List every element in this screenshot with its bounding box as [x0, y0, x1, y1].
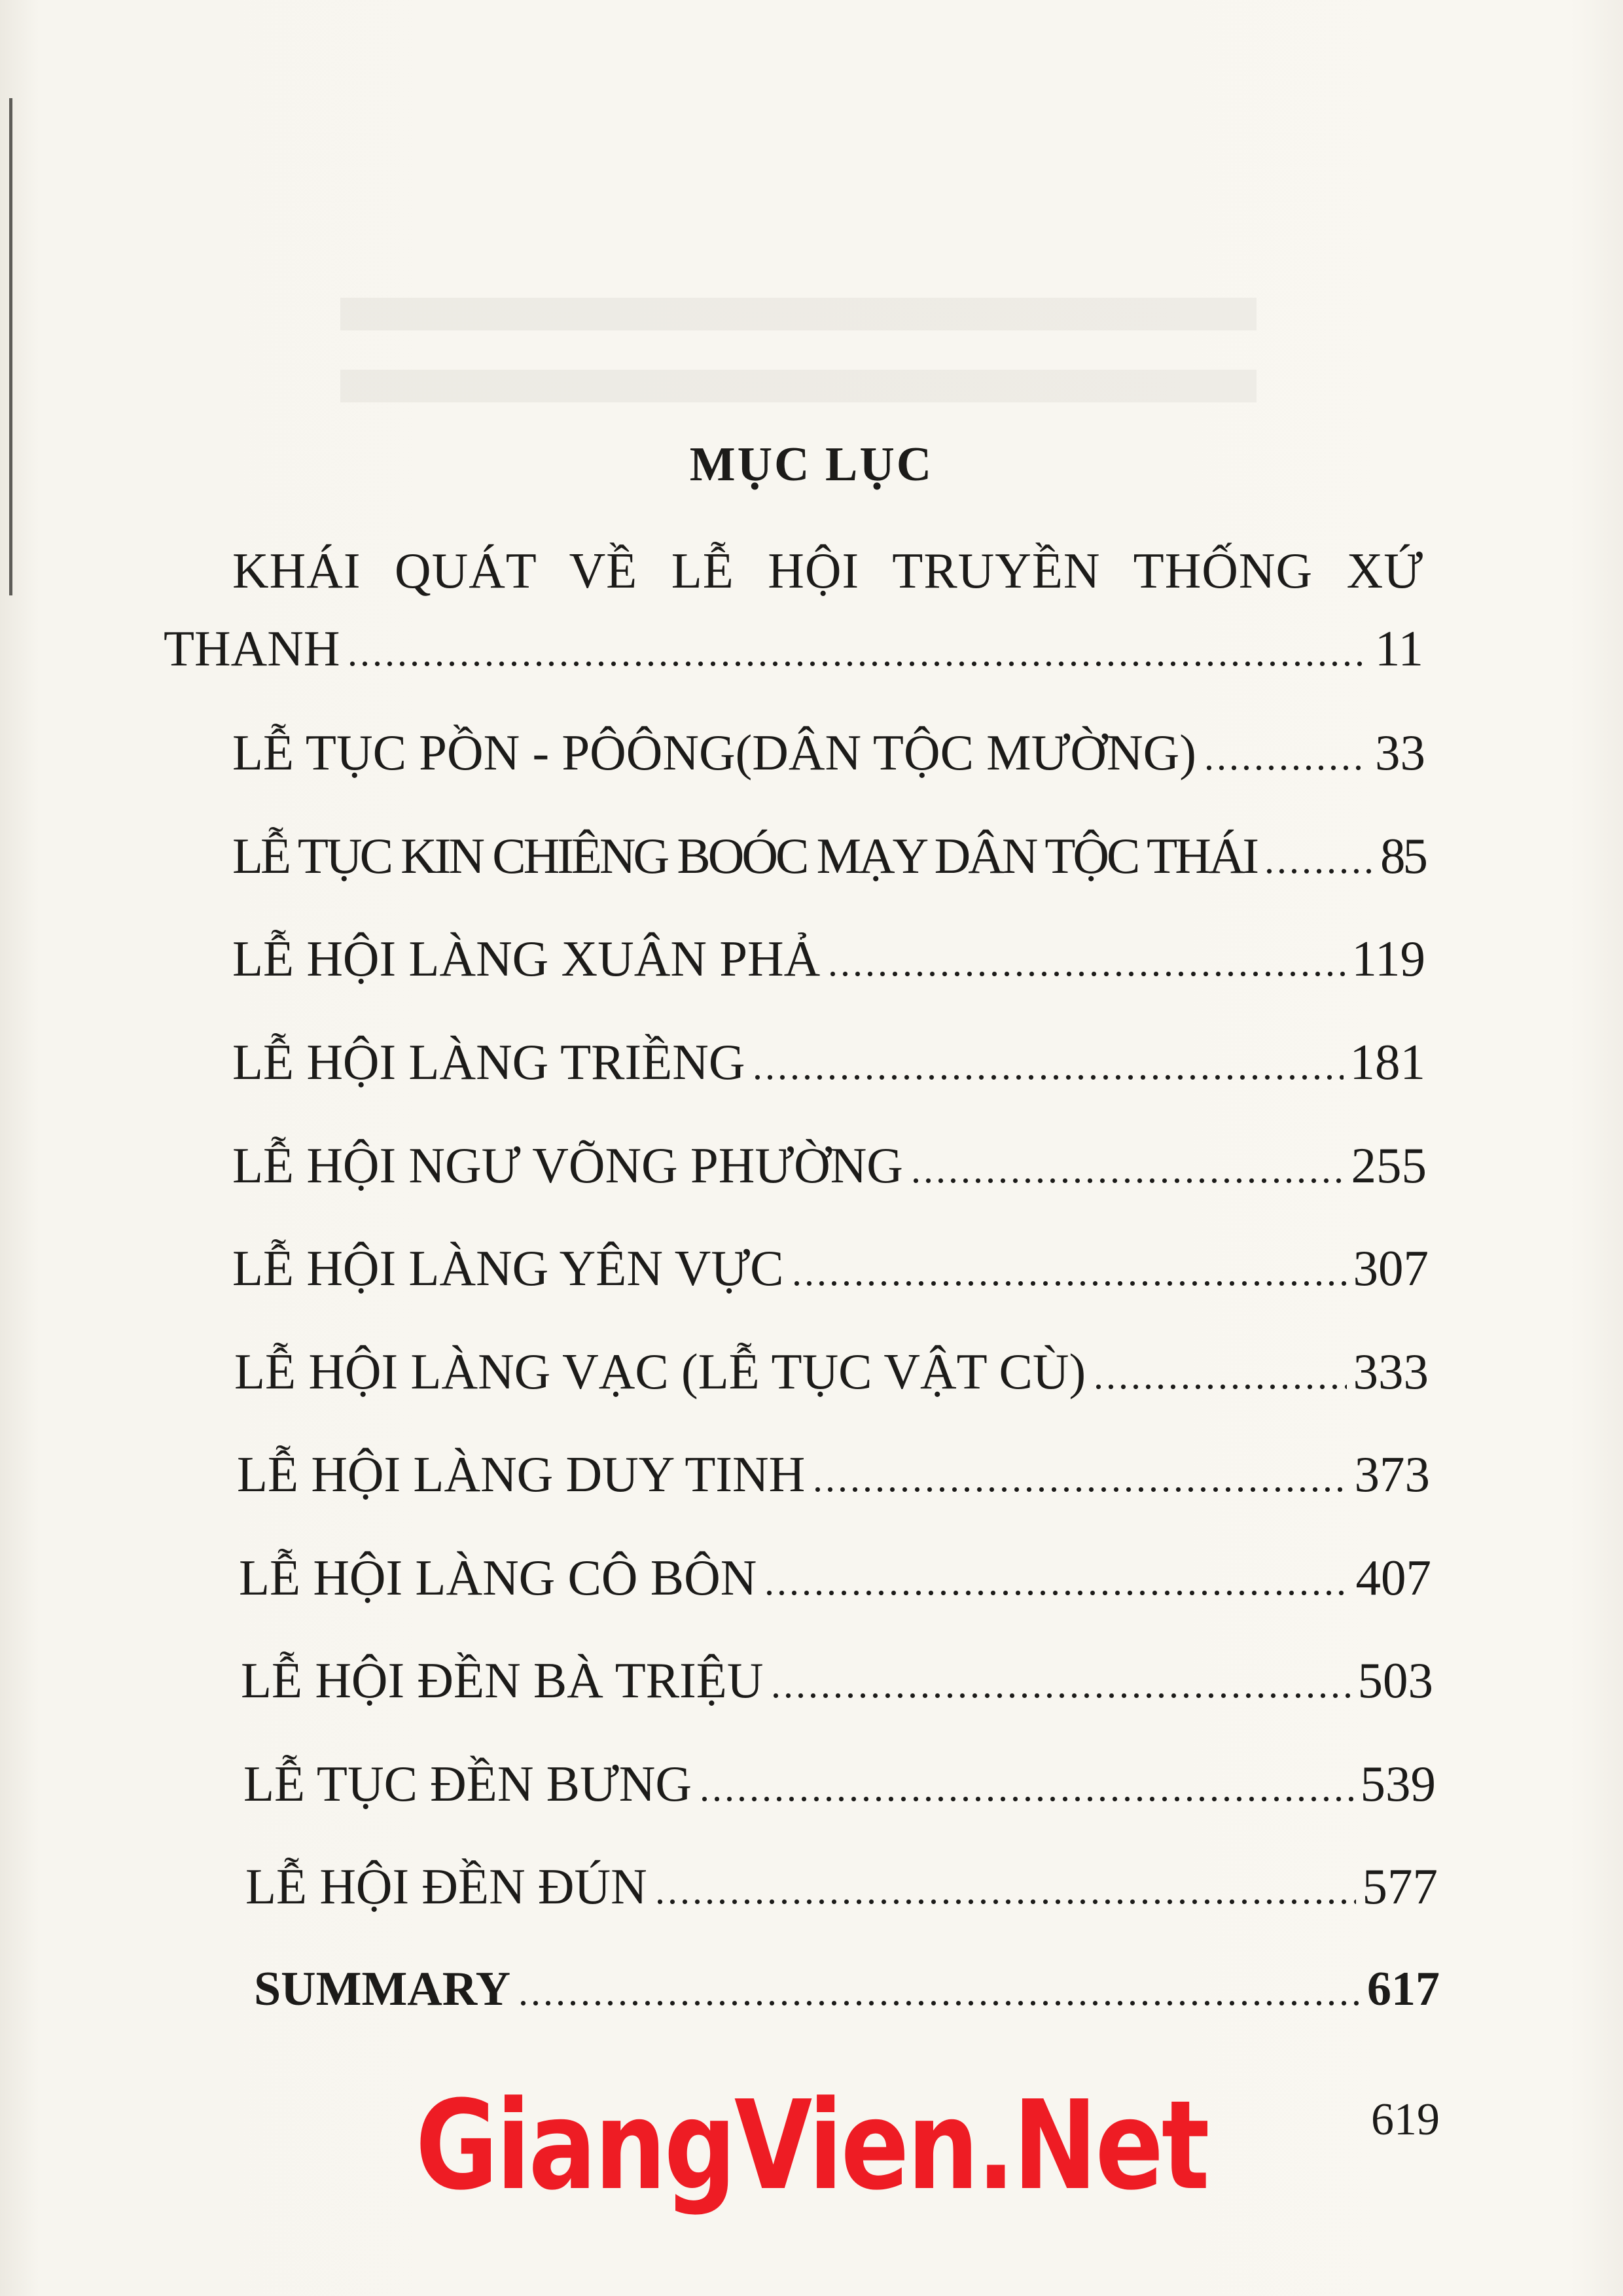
page-number: 619 — [1371, 2094, 1440, 2145]
page-title: MỤC LỤC — [689, 438, 934, 491]
toc-label: LỄ HỘI LÀNG YÊN VỰC — [232, 1240, 784, 1296]
toc-page-number: 307 — [1353, 1240, 1429, 1296]
toc-entry-14 — [254, 1962, 1440, 2016]
toc-page-number: 373 — [1354, 1446, 1430, 1502]
toc-entry-3 — [232, 828, 1425, 884]
toc-entry-12 — [243, 1756, 1436, 1812]
toc-page-number: 503 — [1357, 1652, 1433, 1708]
toc-entry-5 — [232, 1034, 1425, 1090]
binding-edge — [9, 98, 12, 595]
toc-label: LỄ TỤC KIN CHIÊNG BOÓC MẠY DÂN TỘC THÁI — [232, 828, 1257, 884]
watermark-logo: GiangVien.Net — [415, 2074, 1208, 2217]
dot-leader — [698, 1797, 1354, 1801]
dot-leader — [1263, 869, 1374, 874]
toc-label: LỄ HỘI LÀNG CÔ BÔN — [239, 1549, 757, 1606]
toc-entry-8 — [234, 1343, 1429, 1400]
dot-leader — [770, 1693, 1351, 1698]
toc-label: LỄ TỤC ĐỀN BƯNG — [243, 1756, 692, 1812]
toc-entry-4 — [232, 930, 1425, 987]
toc-page-number: 119 — [1351, 930, 1425, 987]
toc-label: LỄ HỘI LÀNG XUÂN PHẢ — [232, 930, 821, 987]
dot-leader — [812, 1487, 1347, 1492]
dot-leader — [517, 2001, 1361, 2005]
toc-label: LỄ HỘI LÀNG VẠC (LỄ TỤC VẬT CÙ) — [234, 1343, 1086, 1400]
toc-label: LỄ HỘI LÀNG TRIỀNG — [232, 1034, 745, 1090]
toc-entry-1-line-1: KHÁI QUÁT VỀ LỄ HỘI TRUYỀN THỐNG XỨ — [232, 542, 1423, 599]
dot-leader — [346, 662, 1368, 666]
toc-entry-13 — [245, 1858, 1438, 1915]
toc-page-number: 577 — [1362, 1858, 1438, 1915]
dot-leader — [751, 1075, 1343, 1080]
toc-page-number: 255 — [1351, 1137, 1427, 1193]
toc-page-number: 85 — [1380, 828, 1425, 884]
toc-label: SUMMARY — [254, 1962, 511, 2016]
toc-page-number: 333 — [1353, 1343, 1429, 1400]
dot-leader — [654, 1899, 1356, 1904]
dot-leader — [763, 1591, 1349, 1595]
toc-label: THANH — [164, 620, 340, 677]
toc-entry-1 — [164, 620, 1423, 677]
toc-entry-7 — [232, 1240, 1429, 1296]
toc-entry-11 — [241, 1652, 1433, 1708]
toc-entry-10 — [239, 1549, 1431, 1606]
dot-leader — [827, 972, 1345, 976]
toc-label: LỄ HỘI ĐỀN ĐÚN — [245, 1858, 647, 1915]
toc-label: LỄ HỘI LÀNG DUY TINH — [237, 1446, 806, 1502]
dot-leader — [791, 1281, 1347, 1286]
toc-page-number: 181 — [1349, 1034, 1425, 1090]
bleed-through — [340, 298, 1257, 442]
toc-label: LỄ TỤC PỒN - PÔÔNG(DÂN TỘC MƯỜNG) — [232, 724, 1196, 781]
toc-page-number: 539 — [1360, 1756, 1436, 1812]
dot-leader — [1092, 1385, 1346, 1389]
toc-page-number: 617 — [1367, 1962, 1440, 2016]
dot-leader — [1203, 766, 1368, 770]
toc-page-number: 407 — [1355, 1549, 1431, 1606]
toc-page-number: 11 — [1374, 620, 1423, 677]
toc-entry-2 — [232, 724, 1425, 781]
toc-label: LỄ HỘI ĐỀN BÀ TRIỆU — [241, 1652, 764, 1708]
toc-entry-9 — [237, 1446, 1430, 1502]
toc-label: LỄ HỘI NGƯ VÕNG PHƯỜNG — [232, 1137, 903, 1193]
toc-page-number: 33 — [1375, 724, 1425, 781]
toc-entry-6 — [232, 1137, 1427, 1193]
dot-leader — [910, 1178, 1345, 1183]
